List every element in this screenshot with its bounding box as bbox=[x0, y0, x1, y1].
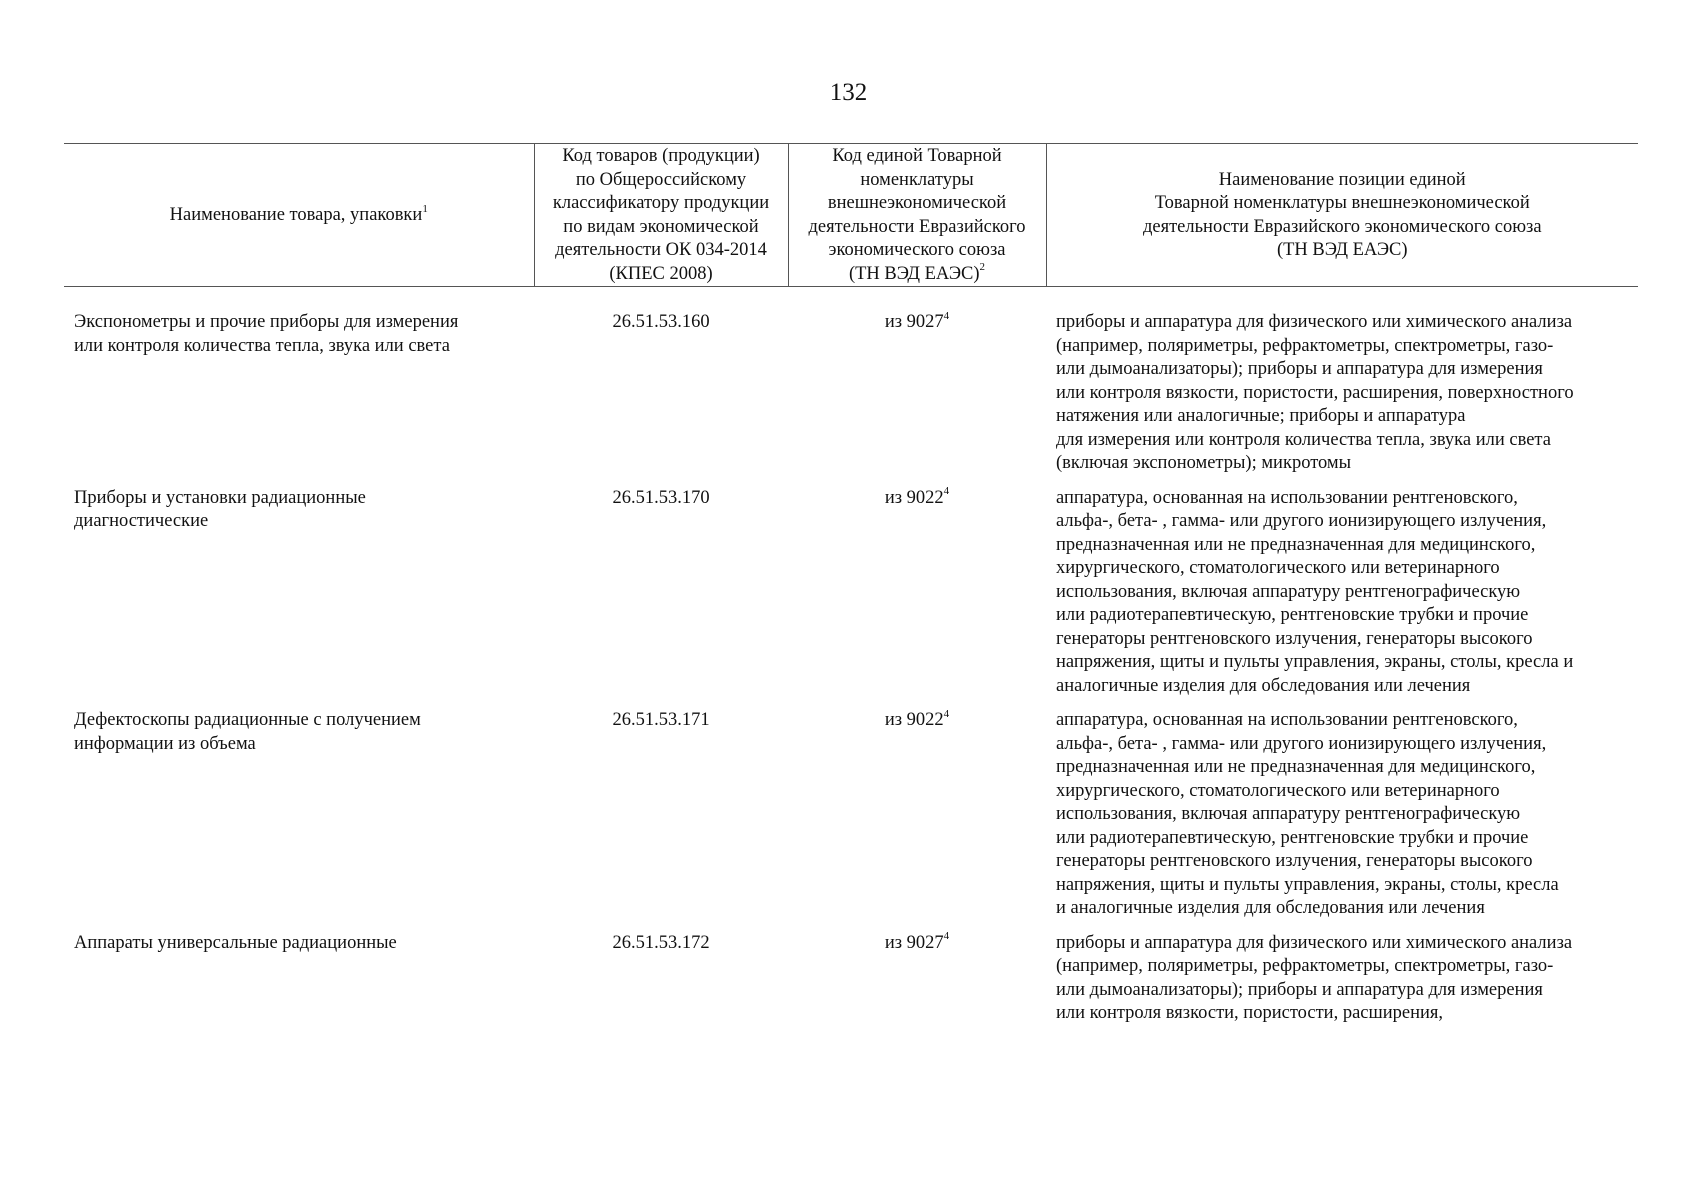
footnote-ref: 4 bbox=[943, 309, 950, 322]
okpd-code-cell bbox=[534, 487, 788, 710]
text-line: (например, поляриметры, рефрактометры, спектрометры, газо- bbox=[1056, 335, 1554, 356]
header-line: Товарной номенклатуры внешнеэкономической bbox=[1154, 193, 1530, 213]
text-line: или дымоанализаторы); приборы и аппаратура для измерения bbox=[1056, 359, 1543, 379]
header-line: Наименование позиции единой bbox=[1218, 169, 1466, 190]
header-line: по видам экономической bbox=[563, 216, 759, 237]
table-row bbox=[64, 487, 1638, 710]
text-line: приборы и аппаратура для физического или химического анализа bbox=[1056, 932, 1573, 953]
footnote-ref: 1 bbox=[422, 202, 428, 215]
text-line: генераторы рентгеновского излучения, генераторы высокого bbox=[1056, 628, 1533, 649]
footnote-ref: 2 bbox=[979, 261, 986, 274]
tnved-code-cell bbox=[788, 287, 1046, 487]
header-goods-name bbox=[64, 144, 534, 287]
header-tnved-code bbox=[788, 144, 1046, 287]
text-line: или радиотерапевтическую, рентгеновские трубки и прочие bbox=[1056, 605, 1529, 625]
table-header bbox=[64, 144, 1638, 287]
header-line: номенклатуры bbox=[860, 169, 974, 190]
text-line: (включая экспонометры); микротомы bbox=[1056, 453, 1352, 473]
tnved-description-cell bbox=[1046, 709, 1638, 932]
tnved-code: из 9027 bbox=[884, 312, 944, 332]
tnved-code: из 9022 bbox=[884, 487, 944, 508]
text-line: или контроля количества тепла, звука или света bbox=[74, 335, 450, 356]
header-line: (КПЕС 2008) bbox=[609, 263, 713, 284]
goods-name-cell bbox=[64, 287, 534, 487]
tnved-code-cell bbox=[788, 709, 1046, 932]
okpd-code-cell bbox=[534, 287, 788, 487]
text-line: напряжения, щиты и пульты управления, экраны, столы, кресла и bbox=[1056, 652, 1574, 672]
goods-name-cell bbox=[64, 487, 534, 710]
tnved-code: из 9022 bbox=[884, 710, 944, 730]
tnved-description-cell bbox=[1046, 932, 1638, 1037]
text-line: напряжения, щиты и пульты управления, экраны, столы, кресла bbox=[1056, 874, 1559, 895]
tnved-description-cell bbox=[1046, 487, 1638, 710]
header-okpd-code bbox=[534, 144, 788, 287]
text-line: альфа-, бета- , гамма- или другого ионизирующего излучения, bbox=[1056, 511, 1547, 531]
header-goods-name-text: Наименование товара, упаковки bbox=[169, 204, 423, 225]
text-line: приборы и аппаратура для физического или химического анализа bbox=[1056, 312, 1573, 332]
header-line: по Общероссийскому bbox=[575, 169, 747, 190]
tnved-description-cell bbox=[1046, 287, 1638, 487]
text-line: хирургического, стоматологического или ветеринарного bbox=[1056, 558, 1500, 578]
text-line: Аппараты универсальные радиационные bbox=[74, 932, 397, 953]
text-line: аппаратура, основанная на использовании рентгеновского, bbox=[1056, 487, 1518, 508]
header-line: классификатору продукции bbox=[552, 193, 770, 213]
text-line: предназначенная или не предназначенная для медицинского, bbox=[1056, 534, 1536, 555]
text-line: для измерения или контроля количества тепла, звука или света bbox=[1056, 429, 1551, 450]
text-line: Экспонометры и прочие приборы для измерения bbox=[74, 312, 459, 332]
tnved-code-cell bbox=[788, 487, 1046, 710]
table-row bbox=[64, 709, 1638, 932]
goods-name-cell bbox=[64, 932, 534, 1037]
header-line: деятельности ОК 034-2014 bbox=[555, 240, 767, 260]
text-line: альфа-, бета- , гамма- или другого ионизирующего излучения, bbox=[1056, 733, 1547, 754]
text-line: (например, поляриметры, рефрактометры, спектрометры, газо- bbox=[1056, 956, 1554, 976]
text-line: и аналогичные изделия для обследования или лечения bbox=[1056, 898, 1485, 918]
goods-name-cell bbox=[64, 709, 534, 932]
text-line: или контроля вязкости, пористости, расширения, bbox=[1056, 1003, 1444, 1023]
text-line: или дымоанализаторы); приборы и аппаратура для измерения bbox=[1056, 979, 1543, 1000]
text-line: использования, включая аппаратуру рентгенографическую bbox=[1056, 804, 1521, 824]
header-line: деятельности Евразийского bbox=[808, 216, 1026, 237]
text-line: натяжения или аналогичные; приборы и аппаратура bbox=[1056, 406, 1466, 426]
text-line: хирургического, стоматологического или ветеринарного bbox=[1056, 780, 1500, 801]
text-line: аналогичные изделия для обследования или лечения bbox=[1056, 675, 1471, 696]
okpd-code: 26.51.53.172 bbox=[612, 932, 710, 953]
header-line-text: (ТН ВЭД ЕАЭС) bbox=[848, 263, 980, 284]
header-line bbox=[795, 263, 1040, 287]
header-line: экономического союза bbox=[828, 240, 1006, 260]
text-line: Дефектоскопы радиационные с получением bbox=[74, 710, 421, 730]
footnote-ref: 4 bbox=[943, 707, 950, 720]
goods-table bbox=[64, 143, 1638, 1037]
text-line: диагностические bbox=[74, 511, 209, 531]
text-line: использования, включая аппаратуру рентгенографическую bbox=[1056, 581, 1521, 602]
okpd-code: 26.51.53.160 bbox=[612, 312, 710, 332]
text-line: аппаратура, основанная на использовании рентгеновского, bbox=[1056, 710, 1518, 730]
table-body bbox=[64, 287, 1638, 1037]
tnved-code-cell bbox=[788, 932, 1046, 1037]
text-line: генераторы рентгеновского излучения, генераторы высокого bbox=[1056, 851, 1533, 871]
page-number: 132 bbox=[829, 79, 868, 106]
okpd-code-cell bbox=[534, 709, 788, 932]
okpd-code: 26.51.53.170 bbox=[612, 487, 710, 508]
okpd-code-cell bbox=[534, 932, 788, 1037]
header-line: Код товаров (продукции) bbox=[562, 146, 760, 166]
header-line: (ТН ВЭД ЕАЭС) bbox=[1276, 240, 1408, 260]
tnved-code: из 9027 bbox=[884, 932, 944, 953]
header-tnved-name bbox=[1046, 144, 1638, 287]
footnote-ref: 4 bbox=[943, 930, 950, 943]
header-line: внешнеэкономической bbox=[827, 193, 1007, 213]
table-row bbox=[64, 287, 1638, 487]
text-line: информации из объема bbox=[74, 733, 256, 754]
text-line: предназначенная или не предназначенная для медицинского, bbox=[1056, 757, 1536, 777]
text-line: или контроля вязкости, пористости, расширения, поверхностного bbox=[1056, 382, 1574, 403]
header-line: деятельности Евразийского экономического союза bbox=[1142, 216, 1542, 237]
okpd-code: 26.51.53.171 bbox=[612, 710, 710, 730]
text-line: Приборы и установки радиационные bbox=[74, 487, 366, 508]
text-line: или радиотерапевтическую, рентгеновские трубки и прочие bbox=[1056, 827, 1529, 848]
table-row bbox=[64, 932, 1638, 1037]
header-line: Код единой Товарной bbox=[832, 146, 1002, 166]
footnote-ref: 4 bbox=[943, 485, 950, 498]
